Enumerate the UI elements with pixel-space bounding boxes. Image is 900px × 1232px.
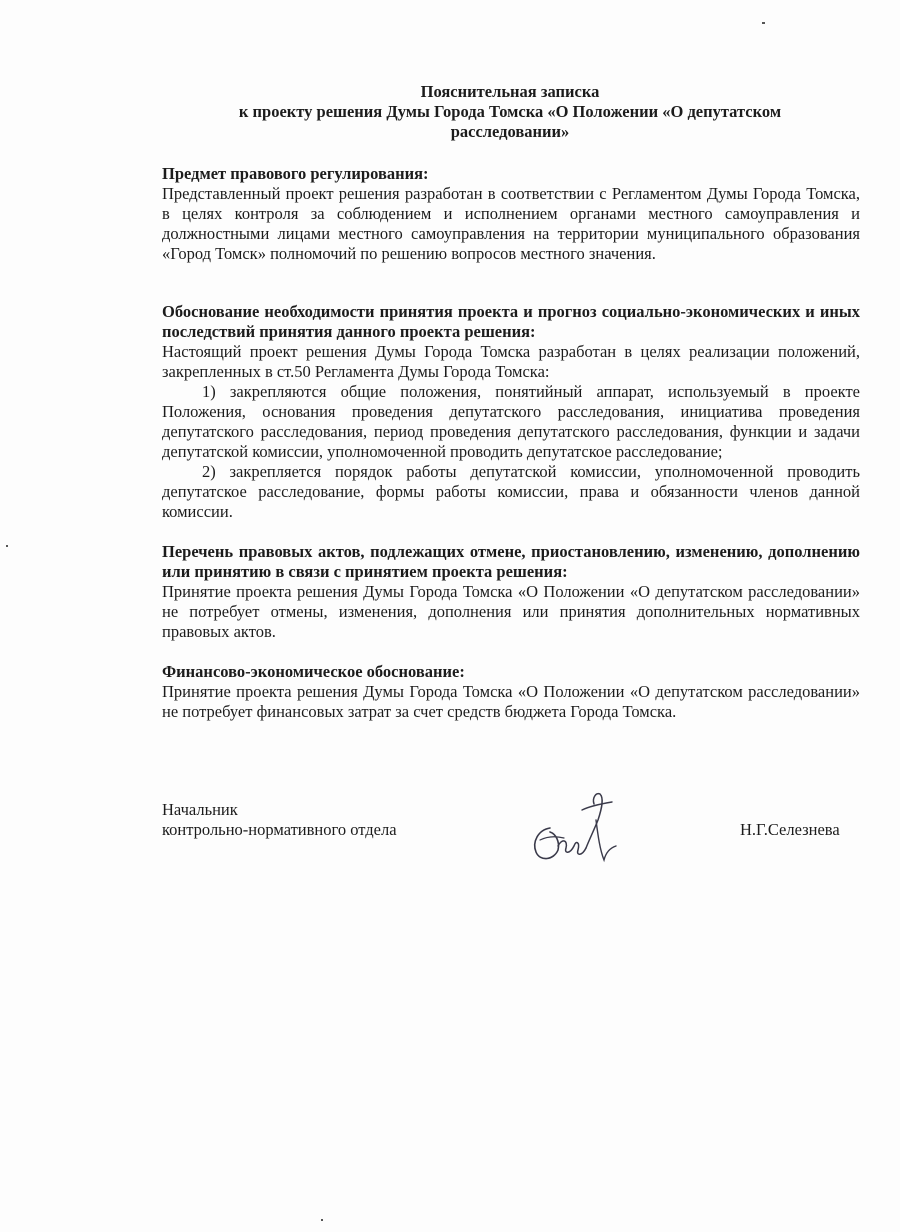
- section-justification: [162, 302, 860, 522]
- scan-speck: [321, 1219, 323, 1221]
- title-line-2: к проекту решения Думы Города Томска «О Положении «О депутатском: [238, 102, 782, 121]
- section-paragraph: Настоящий проект решения Думы Города Томска разработан в целях реализации положений, закрепленных в ст.50 Регламента Думы Города Томска:: [162, 342, 860, 381]
- section-legal-subject: [162, 164, 860, 264]
- title-line-3: расследовании»: [450, 122, 570, 141]
- signer-position-line-1: Начальник: [162, 800, 238, 819]
- signer-position-line-2: контрольно-нормативного отдела: [162, 820, 397, 839]
- signer-name: Н.Г.Селезнева: [740, 820, 840, 839]
- handwritten-signature: [520, 780, 630, 880]
- signer-position: [162, 800, 397, 840]
- section-paragraph: Представленный проект решения разработан в соответствии с Регламентом Думы Города Томска, в целях контроля за соблюдением и исполнением органами местного самоуправления и должностными лицами местного самоуправления на территории муниципального образования «Город Томск» полномочий по решению вопросов местного значения.: [162, 184, 860, 263]
- scan-speck: [6, 545, 8, 547]
- section-paragraph: 2) закрепляется порядок работы депутатской комиссии, уполномоченной проводить депутатское расследование, формы работы комиссии, права и обязанности членов данной комиссии.: [162, 462, 860, 521]
- section-heading: Предмет правового регулирования:: [162, 164, 429, 183]
- section-heading: Обоснование необходимости принятия проекта и прогноз социально-экономических и иных последствий принятия данного проекта решения:: [162, 302, 860, 341]
- section-financial: [162, 662, 860, 722]
- section-paragraph: Принятие проекта решения Думы Города Томска «О Положении «О депутатском расследовании» не потребует отмены, изменения, дополнения или принятия дополнительных нормативных правовых актов.: [162, 582, 860, 641]
- title-line-1: Пояснительная записка: [420, 82, 600, 101]
- section-heading: Финансово-экономическое обоснование:: [162, 662, 465, 681]
- section-heading: Перечень правовых актов, подлежащих отмене, приостановлению, изменению, дополнению или принятию в связи с принятием проекта решения:: [162, 542, 860, 581]
- scan-speck: [762, 22, 765, 24]
- document-title: [150, 82, 870, 142]
- section-paragraph: 1) закрепляются общие положения, понятийный аппарат, используемый в проекте Положения, основания проведения депутатского расследования, инициатива проведения депутатского расследования, период проведения депутатского расследования, функции и задачи депутатской комиссии, уполномоченной проводить депутатское расследование;: [162, 382, 860, 461]
- section-paragraph: Принятие проекта решения Думы Города Томска «О Положении «О депутатском расследовании» не потребует финансовых затрат за счет средств бюджета Города Томска.: [162, 682, 860, 721]
- section-legal-acts: [162, 542, 860, 642]
